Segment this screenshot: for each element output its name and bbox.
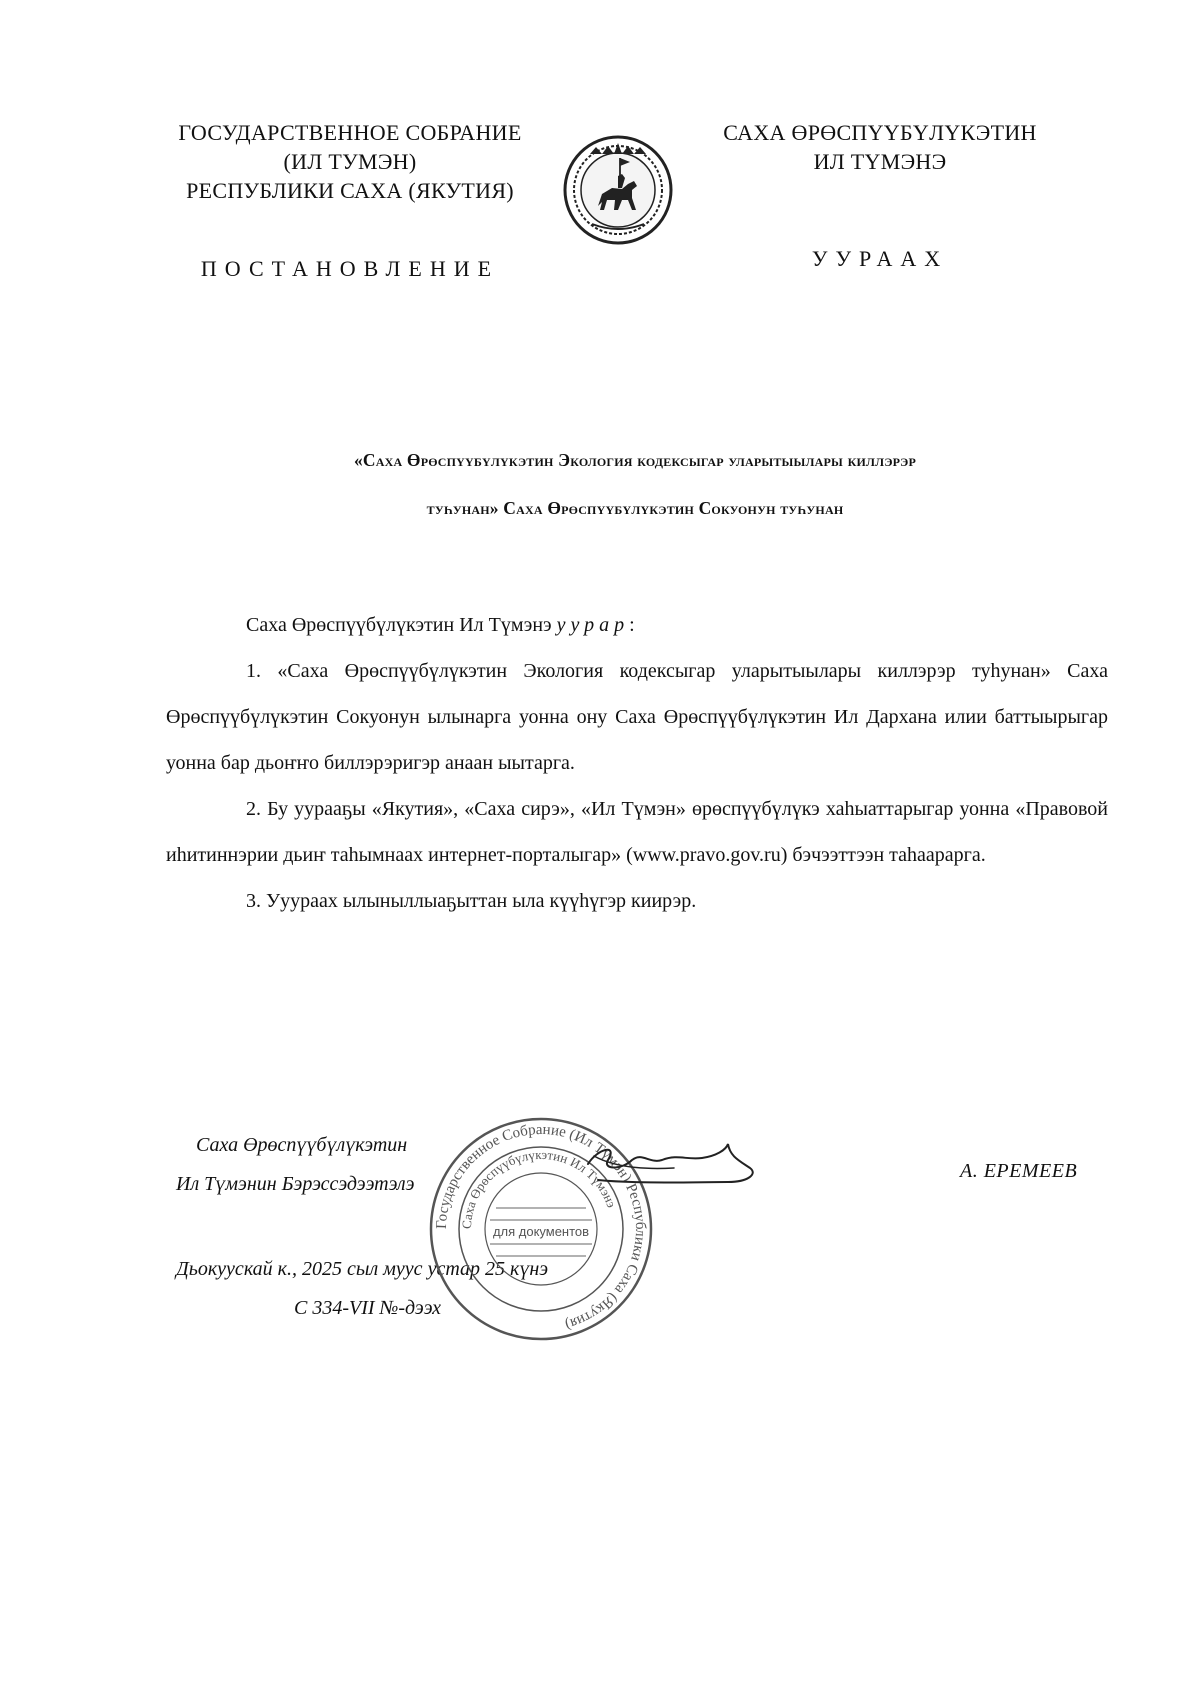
header-left-line-1: ГОСУДАРСТВЕННОЕ СОБРАНИЕ <box>178 120 522 145</box>
signatory-position <box>176 1126 496 1204</box>
place-and-date <box>176 1250 548 1328</box>
position-line-2: Ил Түмэнин Бэрэссэдээтэлэ <box>176 1173 415 1195</box>
header-left-line-3: РЕСПУБЛИКИ САХА (ЯКУТИЯ) <box>186 178 514 203</box>
doc-type-left: ПОСТАНОВЛЕНИЕ <box>200 256 500 281</box>
intro-paragraph <box>166 602 1108 648</box>
intro-suffix: : <box>629 614 635 636</box>
document-body <box>166 602 1108 924</box>
intro-verb: уурар <box>556 614 630 636</box>
coat-of-arms-emblem <box>562 134 674 246</box>
stamp-center-text: для документов <box>492 1224 590 1239</box>
stamp-ring-text: Государственное Собрание (Ил Түмэн) Республики Саха (Якутия) <box>433 1121 649 1333</box>
position-line-1: Саха Өрөспүүбүлүкэтин <box>196 1134 408 1156</box>
doc-type-right: УУРААХ <box>811 246 949 271</box>
header-left-line-2: (ИЛ ТУМЭН) <box>283 149 417 174</box>
paragraph-3: 3. Ууураах ылыныллыаҕыттан ыла күүһүгэр киирэр. <box>246 890 697 912</box>
header-right-line-2: ИЛ ТҮМЭНЭ <box>813 149 947 174</box>
header-right-line-1: САХА ӨРӨСПҮҮБҮЛҮКЭТИН <box>723 120 1037 145</box>
title-line-2: туһунан» Саха Өрөспүүбүлүкэтин Сокуонун туһунан <box>426 498 844 518</box>
document-title <box>140 436 1130 532</box>
header-left <box>130 118 570 205</box>
stamp-inner-text: Саха Өрөспүүбүлүкэтин Ил Түмэнэ <box>458 1146 620 1230</box>
paragraph-2: 2. Бу уурааҕы «Якутия», «Саха сирэ», «Ил Түмэн» өрөспүүбүлүкэ хаһыаттарыгар уонна «Правовой иһитиннэрии дьиҥ таһымнаах интернет-порталыгар» (www.pravo.gov.ru) бэчээттээн таһаарарга. <box>166 798 1108 866</box>
handwritten-signature <box>578 1130 778 1210</box>
paragraph-1: 1. «Саха Өрөспүүбүлүкэтин Экология кодексыгар уларытыылары киллэрэр туһунан» Саха Өрөспүүбүлүкэтин Сокуонун ылынарга уонна ону Саха Өрөспүүбүлүкэтин Ил Дархана илии баттыырыгар уонна бар дьоҥҥо биллэрэригэр анаан ыытарга. <box>166 660 1108 774</box>
header-right <box>690 118 1070 176</box>
intro-prefix: Саха Өрөспүүбүлүкэтин Ил Түмэнэ <box>246 614 557 636</box>
signatory-name: А. ЕРЕМЕЕВ <box>960 1160 1078 1182</box>
place-date-line: Дьокуускай к., 2025 сыл муус устар 25 күнэ <box>176 1258 549 1280</box>
document-number: С 334-VII №-дээх <box>294 1297 442 1319</box>
title-line-1: «Саха Өрөспүүбүлүкэтин Экология кодексыгар уларытыылары киллэрэр <box>353 450 917 470</box>
